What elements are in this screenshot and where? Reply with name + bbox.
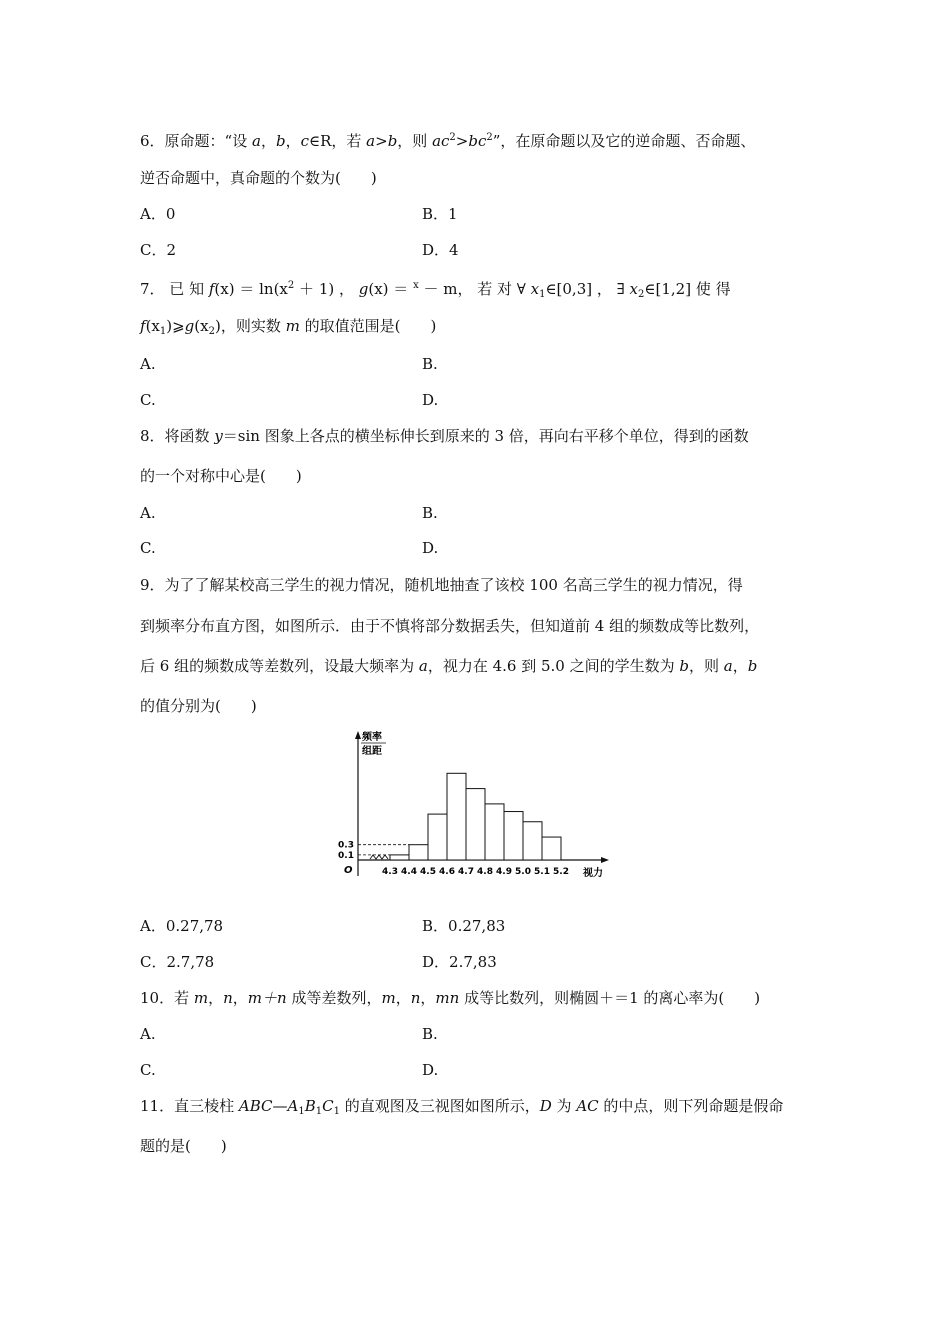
- question-6-line-1: 6．原命题：“设 a，b，c∈R，若 a>b，则 $ac^2>bc^2$”，在原命题以及它的逆命题、否命题、: [140, 132, 756, 150]
- q10-option-d: D.: [422, 1061, 439, 1079]
- q7-option-b: B.: [422, 355, 438, 373]
- origin-label: O: [344, 865, 353, 876]
- q10-option-a: A.: [140, 1025, 156, 1043]
- histogram-bar: [447, 773, 466, 860]
- histogram-bar: [409, 845, 428, 860]
- x-tick-label: 5.1: [534, 867, 550, 877]
- x-axis-label: 视力: [583, 868, 603, 879]
- question-9-line-3: 后 6 组的频数成等差数列，设最大频率为 a，视力在 4.6 到 5.0 之间的学生数为 b，则 a，b: [140, 657, 758, 675]
- y-tick-label: 0.3: [338, 840, 354, 851]
- question-7-line-1: 7． 已 知 $f(x) = \ln(x^2 + 1)$ ， g(x) ＝ $^x$ － m， 若 对 ∀ $x_1\in[0,3]$ ， ∃ $x_2\in[1,2]$ 使 得: [140, 280, 731, 300]
- q6-option-c: C．2: [140, 241, 177, 259]
- x-tick-label: 4.4: [401, 867, 417, 877]
- question-8-line-2: 的一个对称中心是( ): [140, 467, 302, 485]
- q7-option-d: D.: [422, 391, 439, 409]
- question-7-line-2: $f(x_1)⩾g(x_2)$，则实数 m 的取值范围是( ): [140, 317, 437, 337]
- histogram-bar: [523, 822, 542, 860]
- x-tick-label: 5.2: [553, 867, 569, 877]
- x-tick-label: 4.6: [439, 867, 455, 877]
- question-9-line-1: 9．为了了解某校高三学生的视力情况，随机地抽查了该校 100 名高三学生的视力情况，得: [140, 576, 743, 594]
- y-axis-label-bottom: 组距: [362, 746, 382, 757]
- q9-option-b: B．0.27,83: [422, 917, 506, 935]
- question-11-line-2: 题的是( ): [140, 1137, 227, 1155]
- question-10-line-1: 10．若 m，n，m＋n 成等差数列，m，n，mn 成等比数列，则椭圆＋＝1 的离心率为( ): [140, 989, 761, 1007]
- histogram-bar: [504, 812, 523, 860]
- axis-break-zigzag: [370, 855, 388, 859]
- q10-option-b: B.: [422, 1025, 438, 1043]
- histogram-bar: [485, 804, 504, 860]
- x-tick-label: 4.5: [420, 867, 436, 877]
- q6-option-b: B．1: [422, 205, 458, 223]
- q8-option-c: C.: [140, 539, 156, 557]
- q9-option-d: D．2.7,83: [422, 953, 497, 971]
- histogram-plot: [338, 730, 609, 879]
- y-axis-arrow: [355, 731, 361, 739]
- y-tick-label: 0.1: [338, 850, 354, 861]
- q9-option-c: C．2.7,78: [140, 953, 215, 971]
- q8-option-b: B.: [422, 504, 438, 522]
- histogram-bar: [542, 837, 561, 860]
- q7-option-a: A.: [140, 355, 156, 373]
- y-axis-label-top: 频率: [362, 732, 382, 743]
- x-tick-label: 5.0: [515, 867, 531, 877]
- q7-option-c: C.: [140, 391, 156, 409]
- question-11-line-1: 11．直三棱柱 $ABC—A_1B_1C_1$ 的直观图及三视图如图所示，D 为 AC 的中点，则下列命题是假命: [140, 1097, 784, 1117]
- frequency-histogram: [330, 728, 620, 888]
- x-tick-label: 4.7: [458, 867, 474, 877]
- question-8-line-1: 8．将函数 y＝sin 图象上各点的横坐标伸长到原来的 3 倍，再向右平移个单位，得到的函数: [140, 427, 749, 445]
- histogram-bar: [466, 789, 485, 860]
- question-6-line-2: 逆否命题中，真命题的个数为( ): [140, 169, 377, 187]
- q9-option-a: A．0.27,78: [140, 917, 224, 935]
- histogram-bar: [428, 814, 447, 860]
- x-tick-label: 4.8: [477, 867, 493, 877]
- x-tick-label: 4.9: [496, 867, 512, 877]
- q6-option-d: D．4: [422, 241, 459, 259]
- q6-option-a: A．0: [140, 205, 176, 223]
- question-9-line-4: 的值分别为( ): [140, 697, 257, 715]
- histogram-bar: [390, 855, 409, 860]
- x-axis-arrow: [601, 857, 609, 863]
- q10-option-c: C.: [140, 1061, 156, 1079]
- x-tick-label: 4.3: [382, 867, 398, 877]
- q8-option-a: A.: [140, 504, 156, 522]
- question-9-line-2: 到频率分布直方图，如图所示．由于不慎将部分数据丢失，但知道前 4 组的频数成等比数列，: [140, 617, 760, 635]
- q8-option-d: D.: [422, 539, 439, 557]
